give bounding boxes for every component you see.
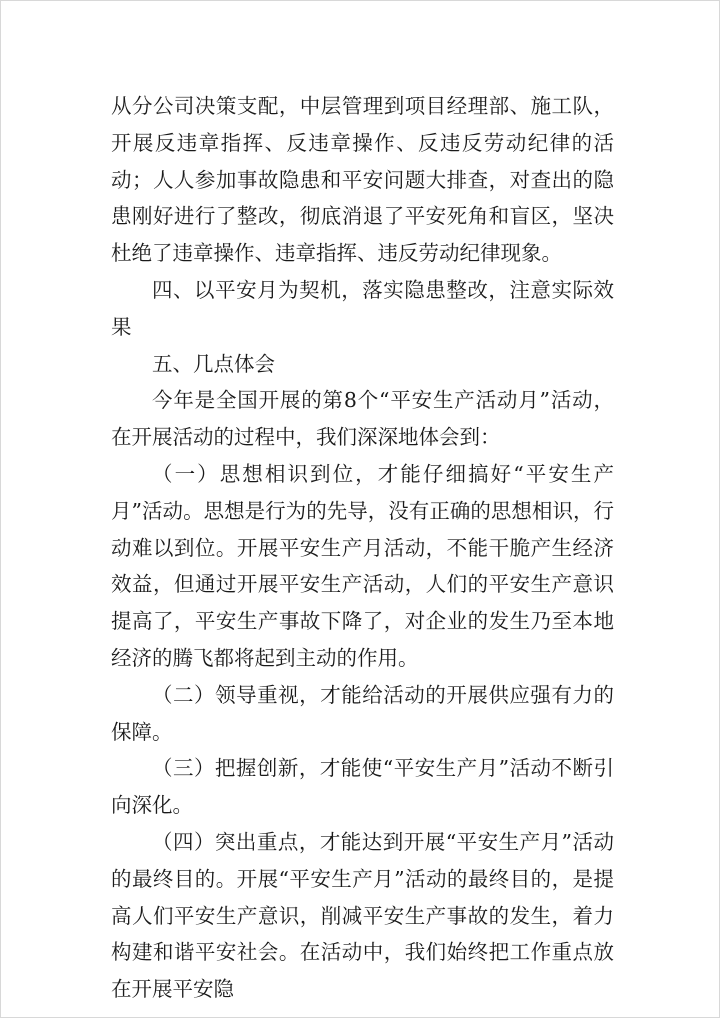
paragraph-point-3: （三）把握创新，才能使“平安生产月”活动不断引向深化。 — [111, 756, 614, 818]
section-heading-5: 五、几点体会 — [152, 351, 275, 376]
paragraph-point-1: （一）思想相识到位，才能仔细搞好“平安生产月”活动。思想是行为的先导，没有正确的思想相识，行动难以到位。开展平安生产月活动，不能干脆产生经济效益，但通过开展平安生产活动，人们的平安生产意识提高了，平安生产事故下降了，对企业的发生乃至本地经济的腾飞都将起到主动的作用。 — [111, 461, 614, 670]
paragraph-continuation: 从分公司决策支配，中层管理到项目经理部、施工队，开展反违章指挥、反违章操作、反违反劳动纪律的活动；人人参加事故隐患和平安问题大排查，对查出的隐患刚好进行了整改，彻底消退了平安死角和盲区，坚决杜绝了违章操作、违章指挥、违反劳动纪律现象。 — [111, 94, 614, 266]
section-heading-4: 四、以平安月为契机，落实隐患整改，注意实际效果 — [111, 277, 614, 339]
paragraph-point-4: （四）突出重点，才能达到开展“平安生产月”活动的最终目的。开展“平安生产月”活动的最终目的，是提高人们平安生产意识，削减平安生产事故的发生，着力构建和谐平安社会。在活动中，我们始终把工作重点放在开展平安隐 — [111, 829, 614, 1002]
document-body — [111, 88, 614, 1008]
paragraph-intro: 今年是全国开展的第8个“平安生产活动月”活动，在开展活动的过程中，我们深深地体会到： — [111, 388, 614, 450]
paragraph-point-2: （二）领导重视，才能给活动的开展供应强有力的保障。 — [111, 682, 614, 744]
